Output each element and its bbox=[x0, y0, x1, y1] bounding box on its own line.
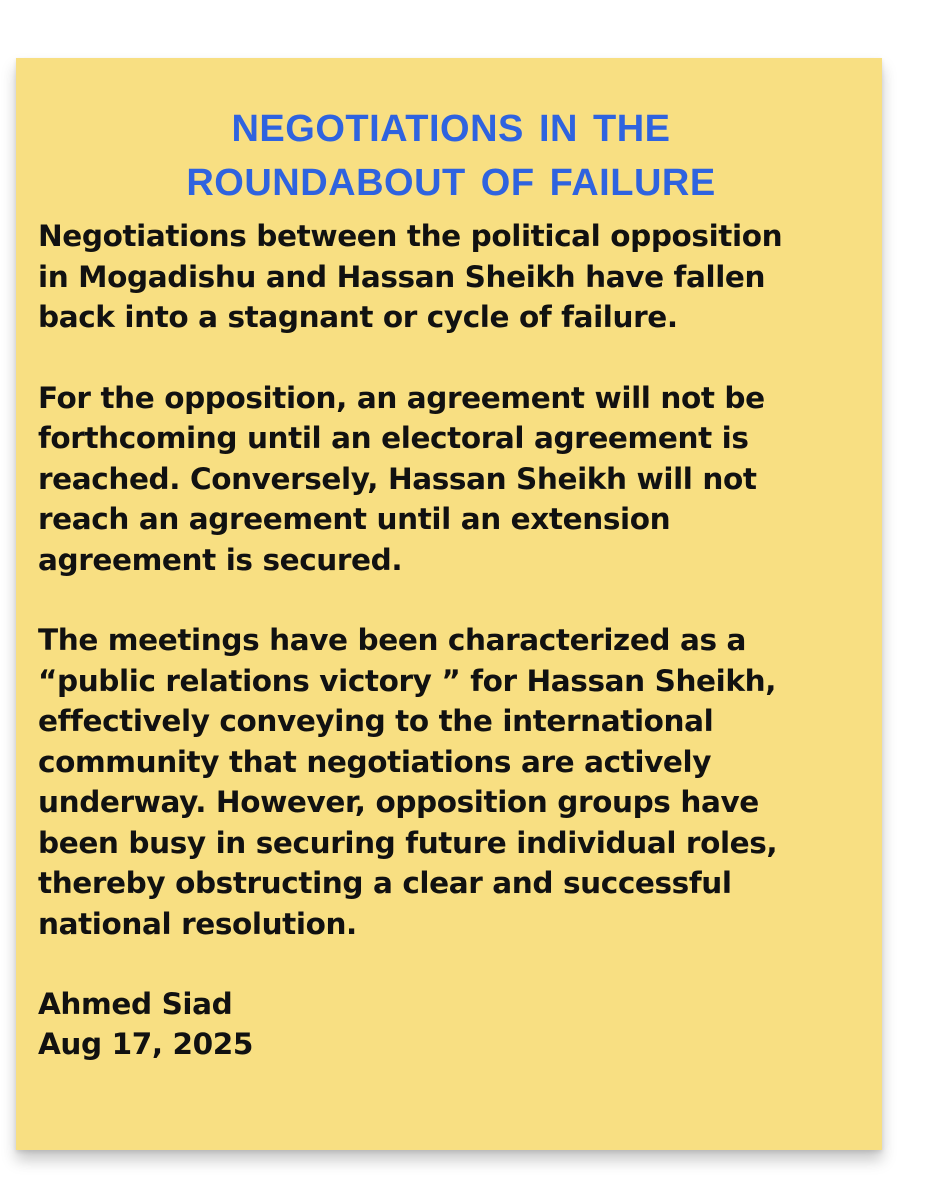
text-line: For the opposition, an agreement will not be bbox=[38, 380, 765, 415]
text-line: “public relations victory ” for Hassan Sheikh, bbox=[38, 663, 776, 698]
title-line: ROUNDABOUT OF FAILURE bbox=[186, 162, 716, 204]
text-line: in Mogadishu and Hassan Sheikh have fallen bbox=[38, 259, 766, 294]
text-line: community that negotiations are actively bbox=[38, 744, 712, 779]
paragraph-intro bbox=[38, 216, 864, 338]
text-line: Negotiations between the political opposition bbox=[38, 219, 783, 253]
text-line: underway. However, opposition groups have bbox=[38, 785, 759, 819]
note-title bbox=[38, 102, 864, 210]
text-line: effectively conveying to the international bbox=[38, 704, 714, 738]
publish-date: Aug 17, 2025 bbox=[38, 1027, 254, 1061]
text-line: The meetings have been characterized as a bbox=[38, 623, 747, 657]
text-line: been busy in securing future individual roles, bbox=[38, 825, 778, 860]
author-name: Ahmed Siad bbox=[38, 987, 233, 1021]
signature-block bbox=[38, 984, 864, 1064]
text-line: national resolution. bbox=[38, 906, 357, 941]
text-line: back into a stagnant or cycle of failure. bbox=[38, 300, 678, 334]
title-line: NEGOTIATIONS IN THE bbox=[231, 108, 671, 150]
text-line: thereby obstructing a clear and successful bbox=[38, 866, 732, 900]
yellow-note-card bbox=[16, 58, 882, 1150]
text-line: forthcoming until an electoral agreement is bbox=[38, 421, 749, 455]
text-line: reached. Conversely, Hassan Sheikh will not bbox=[38, 461, 757, 496]
paragraph-meetings bbox=[38, 620, 864, 944]
text-line: agreement is secured. bbox=[38, 542, 403, 577]
paragraph-positions bbox=[38, 378, 864, 581]
text-line: reach an agreement until an extension bbox=[38, 502, 671, 536]
